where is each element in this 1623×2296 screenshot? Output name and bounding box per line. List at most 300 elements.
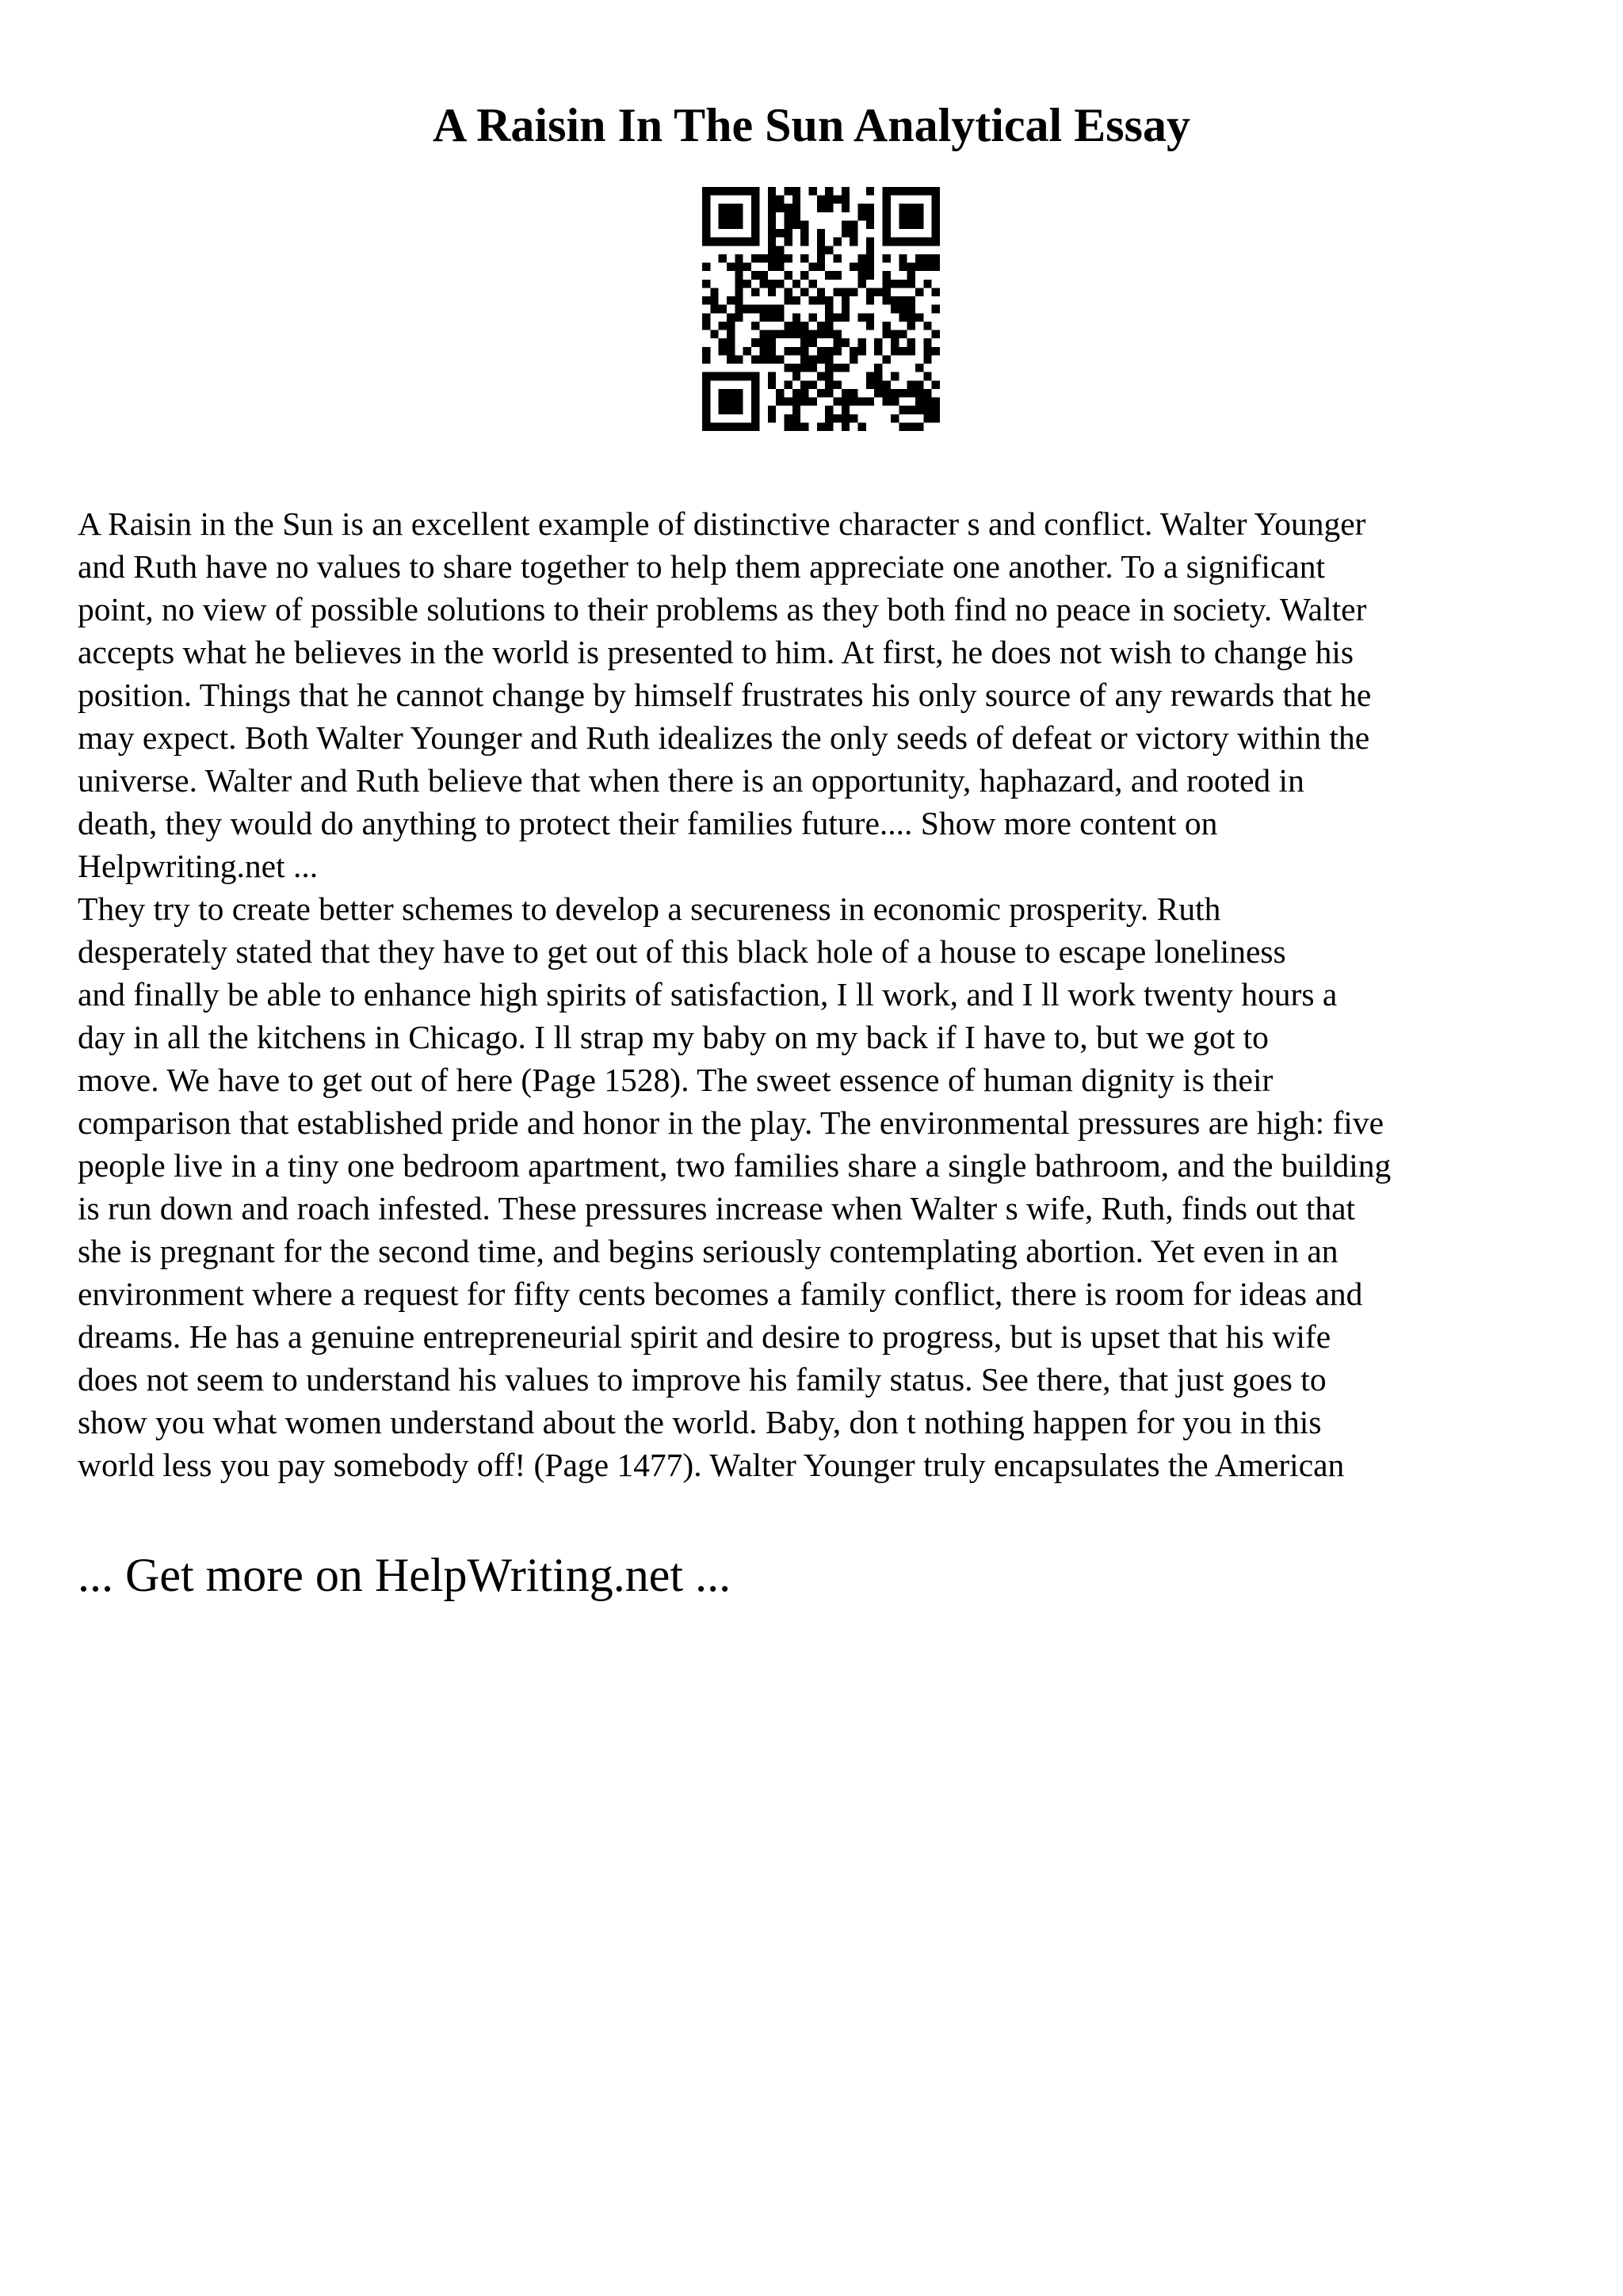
qr-module — [923, 355, 931, 364]
qr-module — [751, 288, 759, 296]
qr-module — [719, 372, 727, 381]
qr-module — [842, 364, 850, 372]
qr-module — [850, 263, 857, 272]
qr-module — [751, 406, 759, 414]
qr-module — [719, 238, 727, 246]
qr-module — [883, 389, 891, 398]
qr-module — [883, 187, 891, 196]
qr-module — [858, 204, 866, 212]
qr-module — [784, 229, 792, 238]
qr-module — [735, 422, 743, 431]
qr-module — [866, 288, 874, 296]
qr-module — [850, 398, 857, 406]
body-line: dreams. He has a genuine entrepreneurial spirit and desire to progress, but is upset that his wife — [78, 1318, 1331, 1355]
qr-module — [874, 380, 882, 389]
qr-module — [866, 263, 874, 272]
qr-module — [842, 422, 850, 431]
qr-module — [850, 355, 857, 364]
qr-module — [858, 254, 866, 263]
qr-module — [719, 305, 727, 314]
qr-module — [866, 322, 874, 330]
qr-module — [850, 347, 857, 356]
qr-module — [743, 422, 751, 431]
qr-module — [842, 338, 850, 347]
qr-module — [784, 212, 792, 221]
qr-module — [800, 229, 808, 238]
qr-module — [702, 380, 710, 389]
qr-module — [808, 398, 816, 406]
qr-module — [792, 296, 800, 305]
qr-module — [825, 414, 833, 423]
qr-module — [768, 263, 776, 272]
qr-module — [800, 338, 808, 347]
qr-module — [891, 296, 899, 305]
qr-module — [842, 196, 850, 204]
qr-module — [932, 196, 940, 204]
qr-module — [800, 355, 808, 364]
qr-module — [702, 406, 710, 414]
qr-module — [702, 263, 710, 272]
qr-module — [751, 322, 759, 330]
qr-module — [735, 288, 743, 296]
qr-module — [727, 338, 735, 347]
qr-module — [825, 372, 833, 381]
qr-module — [702, 220, 710, 229]
qr-module — [932, 238, 940, 246]
qr-module — [907, 280, 915, 288]
qr-module — [808, 280, 816, 288]
qr-module — [899, 220, 907, 229]
qr-module — [915, 254, 923, 263]
qr-module — [915, 364, 923, 372]
qr-module — [932, 254, 940, 263]
qr-module — [710, 238, 718, 246]
qr-module — [743, 347, 751, 356]
qr-module — [883, 229, 891, 238]
qr-module — [923, 406, 931, 414]
qr-module — [915, 187, 923, 196]
qr-module — [784, 220, 792, 229]
body-line: death, they would do anything to protect their families future.... Show more content on — [78, 805, 1218, 841]
qr-module — [907, 220, 915, 229]
qr-module — [907, 263, 915, 272]
qr-module — [800, 220, 808, 229]
qr-module — [842, 229, 850, 238]
qr-module — [932, 406, 940, 414]
qr-module — [702, 355, 710, 364]
qr-module — [792, 398, 800, 406]
qr-module — [907, 271, 915, 280]
qr-module — [932, 380, 940, 389]
qr-module — [702, 212, 710, 221]
qr-module — [776, 389, 784, 398]
qr-module — [768, 347, 776, 356]
qr-module — [825, 422, 833, 431]
qr-module — [883, 380, 891, 389]
page-title: A Raisin In The Sun Analytical Essay — [433, 99, 1190, 151]
qr-module — [768, 355, 776, 364]
qr-module — [842, 220, 850, 229]
qr-module — [825, 296, 833, 305]
qr-module — [842, 313, 850, 322]
qr-module — [800, 380, 808, 389]
qr-module — [891, 414, 899, 423]
body-line: and finally be able to enhance high spirits of satisfaction, I ll work, and I ll work twenty hours a — [78, 976, 1338, 1013]
qr-module — [874, 364, 882, 372]
qr-module — [759, 338, 767, 347]
body-line: position. Things that he cannot change by himself frustrates his only source of any rewards that he — [78, 677, 1372, 713]
qr-module — [751, 254, 759, 263]
qr-module — [899, 238, 907, 246]
qr-module — [923, 338, 931, 347]
qr-module — [907, 212, 915, 221]
qr-module — [776, 313, 784, 322]
qr-module — [776, 330, 784, 339]
qr-module — [883, 330, 891, 339]
qr-module — [727, 355, 735, 364]
qr-module — [735, 406, 743, 414]
qr-module — [915, 220, 923, 229]
body-line: day in all the kitchens in Chicago. I ll strap my baby on my back if I have to, but we got to — [78, 1019, 1269, 1055]
qr-module — [899, 422, 907, 431]
body-line: world less you pay somebody off! (Page 1477). Walter Younger truly encapsulates the American — [78, 1447, 1345, 1483]
qr-module — [768, 238, 776, 246]
qr-module — [710, 372, 718, 381]
qr-module — [858, 347, 866, 356]
body-line: she is pregnant for the second time, and begins seriously contemplating abortion. Yet even in an — [78, 1233, 1338, 1269]
qr-module — [751, 338, 759, 347]
qr-module — [735, 280, 743, 288]
qr-module — [719, 212, 727, 221]
qr-module — [800, 271, 808, 280]
qr-module — [891, 330, 899, 339]
qr-module — [858, 271, 866, 280]
qr-module — [768, 220, 776, 229]
qr-module — [808, 330, 816, 339]
qr-module — [792, 347, 800, 356]
qr-module — [727, 398, 735, 406]
qr-module — [932, 204, 940, 212]
qr-module — [923, 263, 931, 272]
qr-module — [874, 347, 882, 356]
qr-module — [932, 212, 940, 221]
qr-module — [768, 212, 776, 221]
qr-module — [800, 398, 808, 406]
qr-module — [727, 313, 735, 322]
qr-module — [899, 254, 907, 263]
qr-module — [834, 238, 842, 246]
qr-module — [719, 220, 727, 229]
qr-module — [719, 389, 727, 398]
get-more-link[interactable]: ... Get more on HelpWriting.net ... — [78, 1549, 731, 1601]
qr-module — [719, 338, 727, 347]
qr-module — [923, 347, 931, 356]
qr-module — [858, 422, 866, 431]
qr-module — [768, 229, 776, 238]
qr-module — [858, 280, 866, 288]
qr-module — [735, 220, 743, 229]
qr-module — [792, 187, 800, 196]
qr-module — [891, 280, 899, 288]
qr-module — [923, 254, 931, 263]
qr-module — [842, 187, 850, 196]
qr-module — [743, 372, 751, 381]
qr-module — [825, 313, 833, 322]
qr-module — [817, 238, 825, 246]
qr-module — [727, 187, 735, 196]
qr-module — [891, 347, 899, 356]
qr-module — [768, 187, 776, 196]
qr-module — [932, 347, 940, 356]
qr-module — [768, 204, 776, 212]
qr-module — [883, 280, 891, 288]
qr-module — [792, 196, 800, 204]
qr-module — [834, 288, 842, 296]
qr-module — [719, 398, 727, 406]
qr-module — [899, 296, 907, 305]
qr-module — [907, 389, 915, 398]
qr-module — [907, 238, 915, 246]
qr-module — [825, 204, 833, 212]
qr-module — [866, 398, 874, 406]
qr-module — [702, 187, 710, 196]
qr-module — [735, 204, 743, 212]
qr-module — [891, 389, 899, 398]
qr-module — [800, 364, 808, 372]
body-line: does not seem to understand his values to improve his family status. See there, that just goes to — [78, 1361, 1327, 1398]
qr-module — [850, 229, 857, 238]
qr-module — [751, 204, 759, 212]
qr-module — [735, 271, 743, 280]
qr-module — [899, 389, 907, 398]
qr-module — [817, 372, 825, 381]
qr-module — [800, 347, 808, 356]
qr-module — [776, 263, 784, 272]
qr-module — [784, 380, 792, 389]
qr-module — [768, 380, 776, 389]
qr-module — [702, 322, 710, 330]
qr-module — [784, 271, 792, 280]
qr-module — [702, 372, 710, 381]
qr-module — [825, 305, 833, 314]
qr-module — [735, 355, 743, 364]
qr-module — [784, 187, 792, 196]
qr-module — [735, 238, 743, 246]
qr-module — [710, 288, 718, 296]
qr-module — [883, 220, 891, 229]
qr-module — [883, 355, 891, 364]
qr-module — [768, 246, 776, 254]
qr-module — [907, 204, 915, 212]
qr-module — [776, 280, 784, 288]
qr-module — [759, 347, 767, 356]
body-line: show you what women understand about the world. Baby, don t nothing happen for you in this — [78, 1404, 1322, 1440]
qr-module — [792, 313, 800, 322]
qr-module — [834, 364, 842, 372]
qr-module — [842, 406, 850, 414]
qr-module — [891, 187, 899, 196]
qr-module — [874, 372, 882, 381]
qr-module — [751, 229, 759, 238]
qr-module — [915, 398, 923, 406]
qr-module — [727, 347, 735, 356]
qr-module — [817, 422, 825, 431]
qr-module — [825, 355, 833, 364]
qr-module — [776, 229, 784, 238]
qr-module — [907, 422, 915, 431]
qr-module — [808, 380, 816, 389]
qr-module — [842, 296, 850, 305]
qr-module — [751, 389, 759, 398]
qr-module — [800, 330, 808, 339]
qr-module — [735, 296, 743, 305]
qr-module — [768, 280, 776, 288]
qr-module — [866, 220, 874, 229]
qr-module — [768, 372, 776, 381]
qr-module — [932, 229, 940, 238]
qr-module — [719, 406, 727, 414]
qr-module — [915, 380, 923, 389]
qr-module — [817, 196, 825, 204]
qr-module — [792, 212, 800, 221]
qr-module — [923, 322, 931, 330]
qr-module — [899, 330, 907, 339]
qr-module — [825, 187, 833, 196]
qr-module — [899, 313, 907, 322]
qr-module — [932, 288, 940, 296]
qr-module — [702, 398, 710, 406]
qr-module — [907, 338, 915, 347]
qr-module — [834, 398, 842, 406]
qr-module — [850, 220, 857, 229]
body-line: desperately stated that they have to get out of this black hole of a house to escape loneliness — [78, 933, 1286, 970]
qr-module — [702, 238, 710, 246]
qr-module — [702, 229, 710, 238]
qr-module — [751, 238, 759, 246]
qr-module — [768, 338, 776, 347]
qr-module — [751, 220, 759, 229]
qr-module — [825, 389, 833, 398]
qr-module — [817, 296, 825, 305]
qr-module — [759, 313, 767, 322]
qr-module — [866, 204, 874, 212]
body-line: They try to create better schemes to develop a secureness in economic prosperity. Ruth — [78, 891, 1221, 927]
body-line: people live in a tiny one bedroom apartment, two families share a single bathroom, and the building — [78, 1147, 1392, 1184]
qr-module — [858, 313, 866, 322]
qr-module — [702, 313, 710, 322]
qr-module — [751, 414, 759, 423]
qr-module — [784, 398, 792, 406]
qr-module — [784, 422, 792, 431]
qr-module — [907, 187, 915, 196]
qr-module — [727, 220, 735, 229]
qr-module — [719, 422, 727, 431]
qr-module — [735, 187, 743, 196]
qr-module — [850, 414, 857, 423]
qr-module — [759, 271, 767, 280]
qr-module — [915, 313, 923, 322]
qr-module — [907, 305, 915, 314]
qr-module — [923, 398, 931, 406]
qr-module — [800, 288, 808, 296]
qr-module — [932, 414, 940, 423]
qr-module — [768, 196, 776, 204]
qr-module — [743, 263, 751, 272]
qr-module — [768, 305, 776, 314]
qr-module — [751, 187, 759, 196]
qr-module — [883, 238, 891, 246]
qr-module — [735, 372, 743, 381]
qr-module — [776, 305, 784, 314]
qr-module — [866, 254, 874, 263]
qr-module — [817, 204, 825, 212]
qr-module — [792, 280, 800, 288]
qr-module — [891, 338, 899, 347]
qr-module — [710, 187, 718, 196]
qr-module — [784, 322, 792, 330]
qr-module — [817, 389, 825, 398]
qr-module — [907, 406, 915, 414]
qr-module — [891, 372, 899, 381]
qr-module — [932, 187, 940, 196]
qr-module — [899, 347, 907, 356]
qr-module — [883, 398, 891, 406]
qr-module — [899, 280, 907, 288]
qr-module — [899, 263, 907, 272]
qr-module — [899, 305, 907, 314]
qr-module — [883, 212, 891, 221]
qr-module — [907, 313, 915, 322]
qr-module — [751, 355, 759, 364]
qr-module — [932, 305, 940, 314]
qr-module — [792, 414, 800, 423]
qr-module — [751, 422, 759, 431]
qr-module — [834, 347, 842, 356]
qr-module — [874, 389, 882, 398]
qr-module — [751, 212, 759, 221]
qr-module — [866, 187, 874, 196]
qr-module — [784, 414, 792, 423]
qr-module — [792, 204, 800, 212]
qr-module — [874, 288, 882, 296]
qr-module — [891, 238, 899, 246]
qr-module — [702, 280, 710, 288]
qr-module — [710, 330, 718, 339]
qr-module — [735, 212, 743, 221]
qr-module — [834, 313, 842, 322]
qr-module — [891, 305, 899, 314]
body-line: environment where a request for fifty cents becomes a family conflict, there is room for ideas and — [78, 1276, 1363, 1312]
qr-module — [866, 380, 874, 389]
qr-module — [784, 238, 792, 246]
qr-module — [792, 364, 800, 372]
body-line: move. We have to get out of here (Page 1528). The sweet essence of human dignity is their — [78, 1062, 1274, 1098]
qr-module — [735, 305, 743, 314]
qr-module — [727, 204, 735, 212]
qr-module — [915, 288, 923, 296]
qr-module — [817, 246, 825, 254]
qr-module — [727, 330, 735, 339]
qr-module — [768, 288, 776, 296]
qr-module — [842, 414, 850, 423]
qr-module — [792, 422, 800, 431]
qr-module — [883, 296, 891, 305]
qr-module — [710, 422, 718, 431]
qr-module — [784, 364, 792, 372]
qr-module — [719, 322, 727, 330]
qr-module — [735, 263, 743, 272]
qr-module — [899, 187, 907, 196]
